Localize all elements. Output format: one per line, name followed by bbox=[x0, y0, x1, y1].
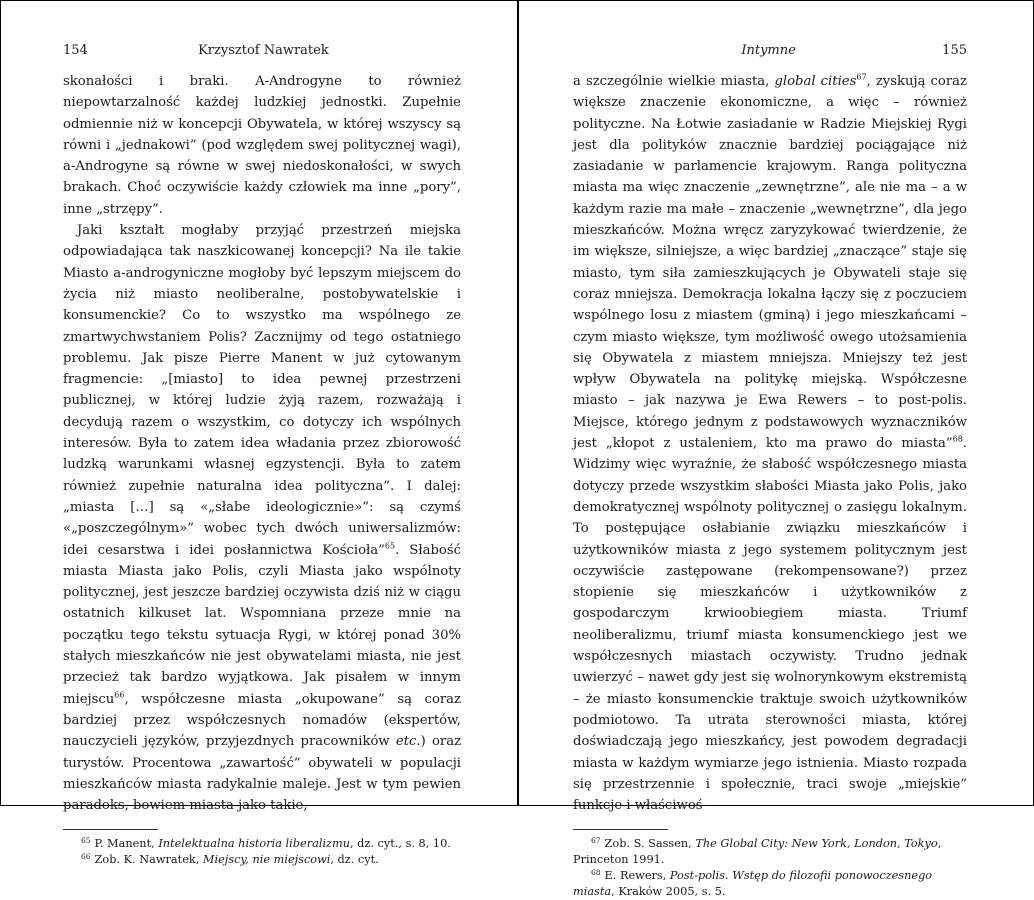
footnote-text: , dz. cyt., s. 8, 10. bbox=[350, 837, 451, 851]
footnote-number: 68 bbox=[591, 867, 601, 877]
page-number: 154 bbox=[63, 43, 88, 58]
footnote-ref: 67 bbox=[856, 72, 867, 82]
footnote-title: Miejscy, nie miejscowi bbox=[202, 853, 331, 867]
left-page bbox=[1, 1, 517, 867]
footnote-text: , Kraków 2005, s. 5. bbox=[611, 885, 726, 899]
right-page bbox=[517, 1, 1033, 899]
paragraph-text: , współczesne miasta „okupowane” są coraz bardziej przez współczesnych nomadów (ekspertów, nauczycieli języków, przyjezdnych pracowników bbox=[63, 691, 461, 750]
paragraph bbox=[573, 71, 967, 816]
paragraph-text: ) oraz turystów. Procentowa „zawartość” obywateli w populacji mieszkańców miasta radykalnie maleje. Jest w tym pewien paradoks, bowiem miasta jako takie, bbox=[63, 734, 462, 814]
paragraph-text: . Widzimy więc wyraźnie, że słabość współczesnego miasta dotyczy przede wszystkim słabości Miasta jako Polis, jako demokratycznej wspólnoty politycznej o zasięgu lokalnym. To postępujące osłabianie związku mieszkańców i użytkowników miasta z jego systemem politycznym jest oczywiście zastępowane (rekompensowane?) przez stopienie się mieszkańców i użytkowników z gospodarczym krwioobiegiem miasta. Triumf neoliberalizmu, triumf miasta konsumenckiego jest we współczesnych miastach oczywisty. Trudno jednak uwierzyć – nawet gdy jest się wolnorynkowym ekstremistą – że miasto konsumenckie traktuje swoich użytkowników podmiotowo. Ta utrata sterowności miasta, której doświadczają jego mieszkańcy, jest powodem degradacji miasta w każdym wymiarze jego istnienia. Miasto rozpada się przestrzennie i społecznie, traci swoje „miejskie” funkcje i właściwoś- bbox=[573, 436, 967, 814]
paragraph: skonałości i braki. A-Androgyne to również niepowtarzalność każdej ludzkiej jednostki. Zupełnie odmiennie niż w koncepcji Obywatela, w której wszyscy są równi i „jednakowi” (pod względem swej politycznej wagi), a-Androgyne są równe w swej niedoskonałości, w swych brakach. Choć oczywiście każdy człowiek ma inne „pory”, inne „strzępy”. bbox=[63, 74, 461, 217]
left-running-head bbox=[63, 43, 461, 65]
paragraph-text: a szczególnie wielkie miasta, bbox=[573, 74, 775, 89]
footnote-title: The Global City: New York, London, Tokyo bbox=[695, 837, 938, 851]
running-head-author: Krzysztof Nawratek bbox=[198, 43, 329, 58]
paragraph-text: , zyskują coraz większe znaczenie ekonomiczne, a więc – również polityczne. Na Łotwie zasiadanie w Radzie Miejskiej Rygi jest dla polityków znacznie bardziej pociągające niż zasiadanie w parlamencie krajowym. Ranga polityczna miasta ma więc znaczenie „zewnętrzne”, ale nie ma – a w każdym razie ma małe – znaczenie „wewnętrzne”, dla jego mieszkańców. Można wręcz zaryzykować twierdzenie, że im większe, silniejsze, a więc bardziej „znaczące” staje się miasto, tym siła zamieszkujących je Obywateli staje się coraz mniejsza. Demokracja lokalna łączy się z poczuciem wspólnego losu z miastem (gminą) i jego mieszkańcami – czym miasto większe, tym możliwość owego utożsamienia się Obywatela z miastem mniejsza. Mniejszy też jest wpływ Obywatela na politykę miejską. Współczesne miasto – jak nazywa je Ewa Rewers – to post-polis. Miejsce, którego jednym z podstawowych wyznaczników jest „kłopot z ustaleniem, kto ma prawo do miasta” bbox=[573, 74, 967, 452]
page-number: 155 bbox=[942, 43, 967, 58]
italic-text: etc. bbox=[395, 734, 421, 750]
footnote-ref: 68 bbox=[952, 434, 963, 444]
paragraph bbox=[63, 220, 461, 816]
right-running-head bbox=[573, 43, 967, 65]
footnote-number: 65 bbox=[81, 835, 91, 845]
footnote-number: 66 bbox=[81, 851, 91, 861]
footnote bbox=[63, 852, 461, 868]
footnote-rule bbox=[63, 829, 158, 830]
footnote-text: E. Rewers, bbox=[604, 869, 670, 883]
footnote-ref: 65 bbox=[384, 541, 396, 551]
right-body-text bbox=[573, 71, 967, 816]
left-footnotes bbox=[63, 836, 461, 868]
running-head-chapter: Intymne bbox=[741, 43, 796, 58]
paragraph-text: Jaki kształt mogłaby przyjąć przestrzeń miejska odpowiadająca tak naszkicowanej koncepcji? Na ile takie Miasto a-androgyniczne mogłoby być lepszym miejscem do życia niż miasto neoliberalne, postobywatelskie i konsumenckie? Co to wszystko ma wspólnego ze zmartwychwstaniem Polis? Zacznijmy od tego ostatniego problemu. Jak pisze Pierre Manent w już cytowanym fragmencie: „[miasto] to idea pewnej przestrzeni publicznej, w której ludzie żyją razem, rozważają i decydują razem o wszystkim, co dotyczy ich wspólnych interesów. Była to zatem idea władania przez zbiorowość ludzką warunkami własnej egzystencji. Była to zatem również zupełnie naturalna idea polityczna”. I dalej: „miasta […] są «„słabe ideologicznie»”: są czymś «„poszczególnym»” wobec tych dwóch uniwersalizmów: idei cesarstwa i idei posłannictwa Kościoła” bbox=[63, 223, 461, 558]
footnote-title: Post-polis. Wstęp do filozofii ponowoczesnego miasta bbox=[573, 869, 933, 899]
footnote-title: Intelektualna historia liberalizmu bbox=[158, 837, 350, 851]
paragraph-text: . Słabość miasta Miasta jako Polis, czyli Miasta jako wspólnoty politycznej, jest jeszcze bardziej oczywista dziś niż w ciągu ostatnich kilkuset lat. Wspomniana przeze mnie na początku tego tekstu sytuacja Rygi, w której ponad 30% stałych mieszkańców nie jest obywatelami miasta, nie jest przecież tak bardzo wyjątkowa. Jak pisałem w innym miejscu bbox=[63, 542, 461, 707]
left-body-text bbox=[63, 71, 461, 816]
footnote-rule bbox=[573, 829, 668, 830]
footnote-text: Zob. S. Sassen, bbox=[604, 837, 696, 851]
footnote bbox=[573, 868, 967, 900]
footnote-text: , dz. cyt. bbox=[330, 853, 379, 867]
footnote-number: 67 bbox=[591, 835, 601, 845]
footnote bbox=[573, 836, 967, 868]
italic-text: global cities bbox=[774, 74, 857, 89]
footnote-text: P. Manent, bbox=[94, 837, 159, 851]
footnote-ref: 66 bbox=[114, 690, 125, 700]
footnote bbox=[63, 836, 461, 852]
footnote-text: Zob. K. Nawratek, bbox=[94, 853, 203, 867]
right-footnotes bbox=[573, 836, 967, 900]
footnote-text: , Princeton 1991. bbox=[573, 837, 942, 867]
